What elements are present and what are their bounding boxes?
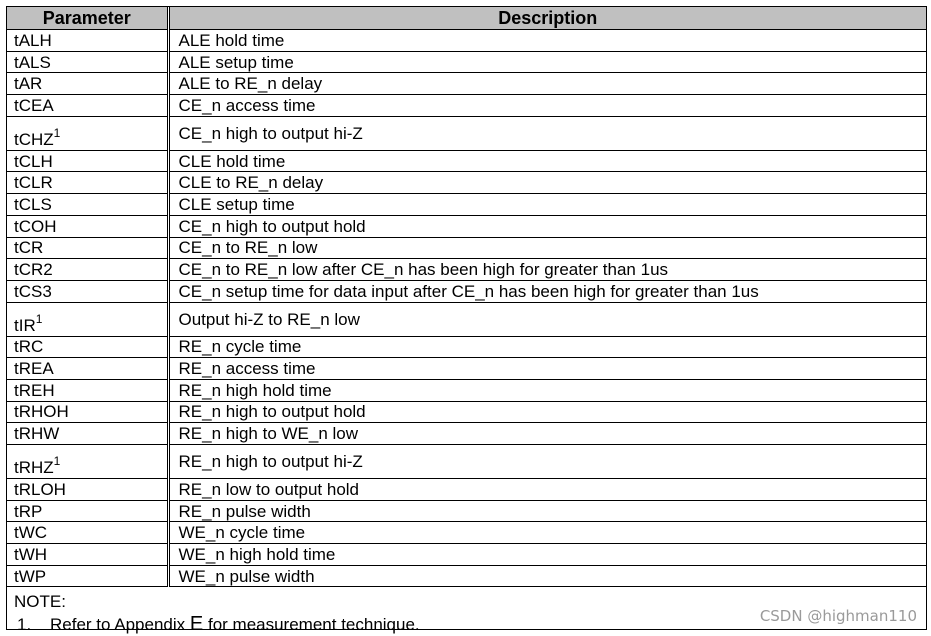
table-row — [7, 95, 926, 117]
footnote-marker: 1 — [53, 454, 61, 468]
table-row — [7, 500, 926, 522]
table-row — [7, 565, 926, 587]
table-row — [7, 259, 926, 281]
header-parameter: Parameter — [7, 7, 168, 30]
description-cell: CE_n high to output hold — [168, 215, 926, 237]
parameter-name: tALH — [14, 30, 52, 50]
parameter-cell — [7, 302, 168, 336]
parameter-name: tCEA — [14, 95, 54, 115]
parameter-cell — [7, 30, 168, 52]
description-cell: ALE setup time — [168, 51, 926, 73]
parameter-cell — [7, 445, 168, 479]
description-cell: Output hi-Z to RE_n low — [168, 302, 926, 336]
parameter-cell — [7, 237, 168, 259]
table-row — [7, 302, 926, 336]
parameter-cell — [7, 544, 168, 566]
parameter-cell — [7, 116, 168, 150]
parameter-cell — [7, 215, 168, 237]
parameter-cell — [7, 51, 168, 73]
parameter-cell — [7, 479, 168, 501]
description-cell: RE_n cycle time — [168, 336, 926, 358]
description-cell: ALE hold time — [168, 30, 926, 52]
description-cell: CLE hold time — [168, 150, 926, 172]
parameter-name: tREA — [14, 359, 54, 379]
parameter-name: tRP — [14, 501, 43, 521]
note-text-before: Refer to Appendix — [50, 615, 186, 635]
parameter-name: tIR — [14, 315, 36, 335]
description-cell: CE_n to RE_n low after CE_n has been high for greater than 1us — [168, 259, 926, 281]
parameter-name: tRHOH — [14, 402, 69, 422]
description-cell: RE_n high to output hold — [168, 401, 926, 423]
table-row — [7, 73, 926, 95]
parameter-cell — [7, 336, 168, 358]
table-row — [7, 401, 926, 423]
header-description: Description — [168, 7, 926, 30]
note-text-after: for measurement technique. — [207, 615, 420, 635]
footnote-marker: 1 — [35, 311, 43, 326]
parameter-name: tREH — [14, 380, 55, 400]
description-cell: ALE to RE_n delay — [168, 73, 926, 95]
parameter-cell — [7, 379, 168, 401]
parameter-name: tWC — [14, 523, 48, 543]
parameter-cell — [7, 194, 168, 216]
parameter-name: tWP — [14, 566, 47, 586]
table-row — [7, 358, 926, 380]
table-row — [7, 172, 926, 194]
description-cell: CLE setup time — [168, 194, 926, 216]
table-body — [7, 30, 926, 587]
table-row — [7, 150, 926, 172]
table-row — [7, 445, 926, 479]
description-cell: RE_n access time — [168, 358, 926, 380]
table-row — [7, 280, 926, 302]
note-appendix-letter: E — [189, 613, 204, 636]
note-number: 1. — [17, 615, 32, 635]
description-cell: CLE to RE_n delay — [168, 172, 926, 194]
table-row — [7, 215, 926, 237]
parameter-name: tAR — [14, 74, 43, 94]
timing-parameters-sheet — [6, 6, 927, 636]
table-row — [7, 237, 926, 259]
parameter-cell — [7, 423, 168, 445]
timing-table — [7, 7, 926, 587]
parameter-name: tCS3 — [14, 281, 52, 301]
table-row — [7, 194, 926, 216]
description-cell: WE_n high hold time — [168, 544, 926, 566]
table-row — [7, 522, 926, 544]
parameter-name: tCLS — [14, 194, 52, 214]
parameter-name: tRC — [14, 337, 44, 357]
description-cell: RE_n high hold time — [168, 379, 926, 401]
parameter-name: tCR2 — [14, 260, 53, 280]
parameter-name: tCLH — [14, 151, 53, 171]
parameter-cell — [7, 73, 168, 95]
description-cell: RE_n pulse width — [168, 500, 926, 522]
description-cell: CE_n setup time for data input after CE_n has been high for greater than 1us — [168, 280, 926, 302]
table-row — [7, 51, 926, 73]
parameter-name: tCOH — [14, 216, 57, 236]
table-row — [7, 423, 926, 445]
note-label: NOTE: — [14, 592, 66, 612]
description-cell: RE_n low to output hold — [168, 479, 926, 501]
parameter-cell — [7, 280, 168, 302]
description-cell: RE_n high to WE_n low — [168, 423, 926, 445]
table-row — [7, 379, 926, 401]
parameter-cell — [7, 401, 168, 423]
table-row — [7, 336, 926, 358]
table-row — [7, 479, 926, 501]
table-row — [7, 30, 926, 52]
parameter-cell — [7, 150, 168, 172]
table-header-row — [7, 7, 926, 30]
parameter-name: tCHZ — [14, 129, 54, 149]
parameter-name: tCLR — [14, 173, 53, 193]
parameter-name: tALS — [14, 52, 51, 72]
description-cell: CE_n high to output hi-Z — [168, 116, 926, 150]
parameter-cell — [7, 95, 168, 117]
description-cell: CE_n access time — [168, 95, 926, 117]
description-cell: CE_n to RE_n low — [168, 237, 926, 259]
parameter-cell — [7, 565, 168, 587]
parameter-cell — [7, 259, 168, 281]
description-cell: WE_n cycle time — [168, 522, 926, 544]
parameter-cell — [7, 358, 168, 380]
parameter-cell — [7, 172, 168, 194]
parameter-name: tWH — [14, 544, 48, 564]
parameter-name: tRHW — [14, 424, 60, 444]
parameter-cell — [7, 522, 168, 544]
parameter-name: tRLOH — [14, 479, 66, 499]
parameter-name: tRHZ — [14, 458, 54, 477]
parameter-cell — [7, 500, 168, 522]
table-row — [7, 544, 926, 566]
footnote-marker: 1 — [53, 125, 61, 140]
description-cell: RE_n high to output hi-Z — [168, 445, 926, 479]
parameter-name: tCR — [14, 238, 44, 258]
description-cell: WE_n pulse width — [168, 565, 926, 587]
watermark: CSDN @highman110 — [759, 607, 917, 625]
table-row — [7, 116, 926, 150]
